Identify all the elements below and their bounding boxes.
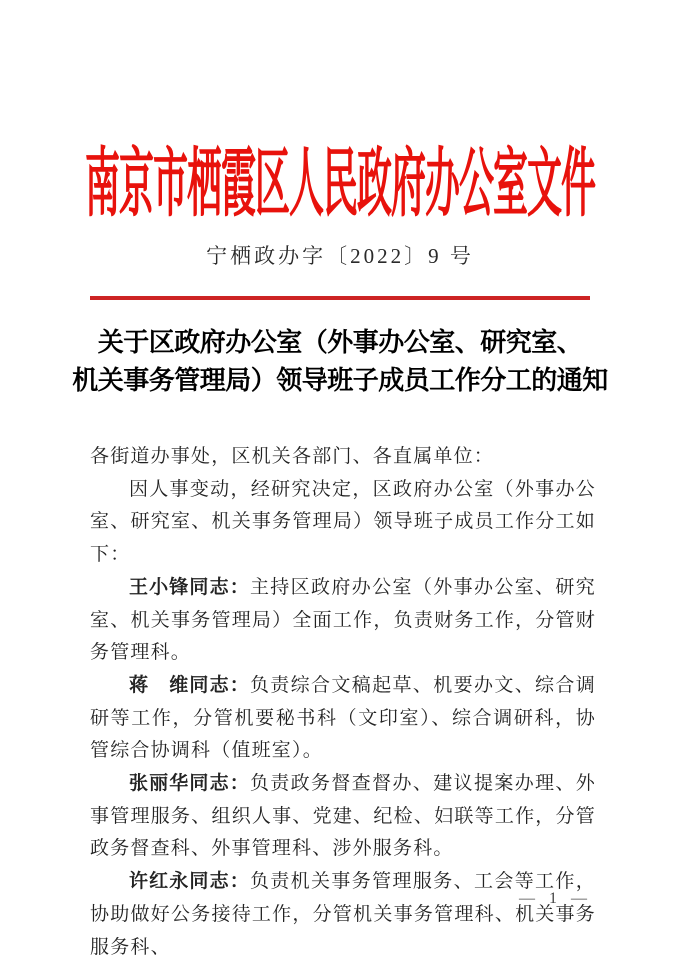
person-name: 许红永同志： xyxy=(128,871,250,893)
paragraph-text: 主持区政府办公室（外事办公室、研究室、机关事务管理局）全面工作，负责财务工作，分管财务管理科。 xyxy=(90,576,596,664)
paragraph-duty-xuhongyong xyxy=(90,866,596,962)
paragraph-text: 负责机关事务管理服务、工会等工作，协助做好公务接待工作，分管机关事务管理科、机关事务服务科、 xyxy=(90,871,596,958)
document-reference-number: 宁栖政办字〔2022〕9 号 xyxy=(206,244,474,268)
paragraph-duty-jiangwei xyxy=(90,670,596,768)
document-title-line1: 关于区政府办公室（外事办公室、研究室、 xyxy=(97,328,583,357)
person-name: 蒋 维同志： xyxy=(128,674,250,696)
paragraph-text: 因人事变动，经研究决定，区政府办公室（外事办公室、研究室、机关事务管理局）领导班子成员工作分工如下： xyxy=(90,478,596,566)
red-letterhead xyxy=(40,138,640,230)
paragraph-text: 负责政务督查督办、建议提案办理、外事管理服务、组织人事、党建、纪检、妇联等工作，分管政务督查科、外事管理科、涉外服务科。 xyxy=(90,773,596,860)
document-body xyxy=(90,441,596,962)
paragraph-duty-zhanglihua xyxy=(90,768,596,866)
paragraph-intro xyxy=(90,474,596,572)
page-number: — 1 — xyxy=(519,890,592,907)
salutation-line: 各街道办事处，区机关各部门、各直属单位： xyxy=(90,446,495,467)
paragraph-text: 负责综合文稿起草、机要办文、综合调研等工作，分管机要秘书科（文印室）、综合调研科，协管综合协调科（值班室）。 xyxy=(90,674,596,762)
header-divider-line xyxy=(90,296,590,300)
issuing-agency-title: 南京市栖霞区人民政府办公室文件 xyxy=(84,142,595,226)
document-title-line2: 机关事务管理局）领导班子成员工作分工的通知 xyxy=(72,366,608,395)
paragraph-duty-wangxiaofeng xyxy=(90,572,596,670)
document-title xyxy=(30,324,650,400)
person-name: 张丽华同志： xyxy=(128,773,250,795)
person-name: 王小锋同志： xyxy=(128,576,250,598)
